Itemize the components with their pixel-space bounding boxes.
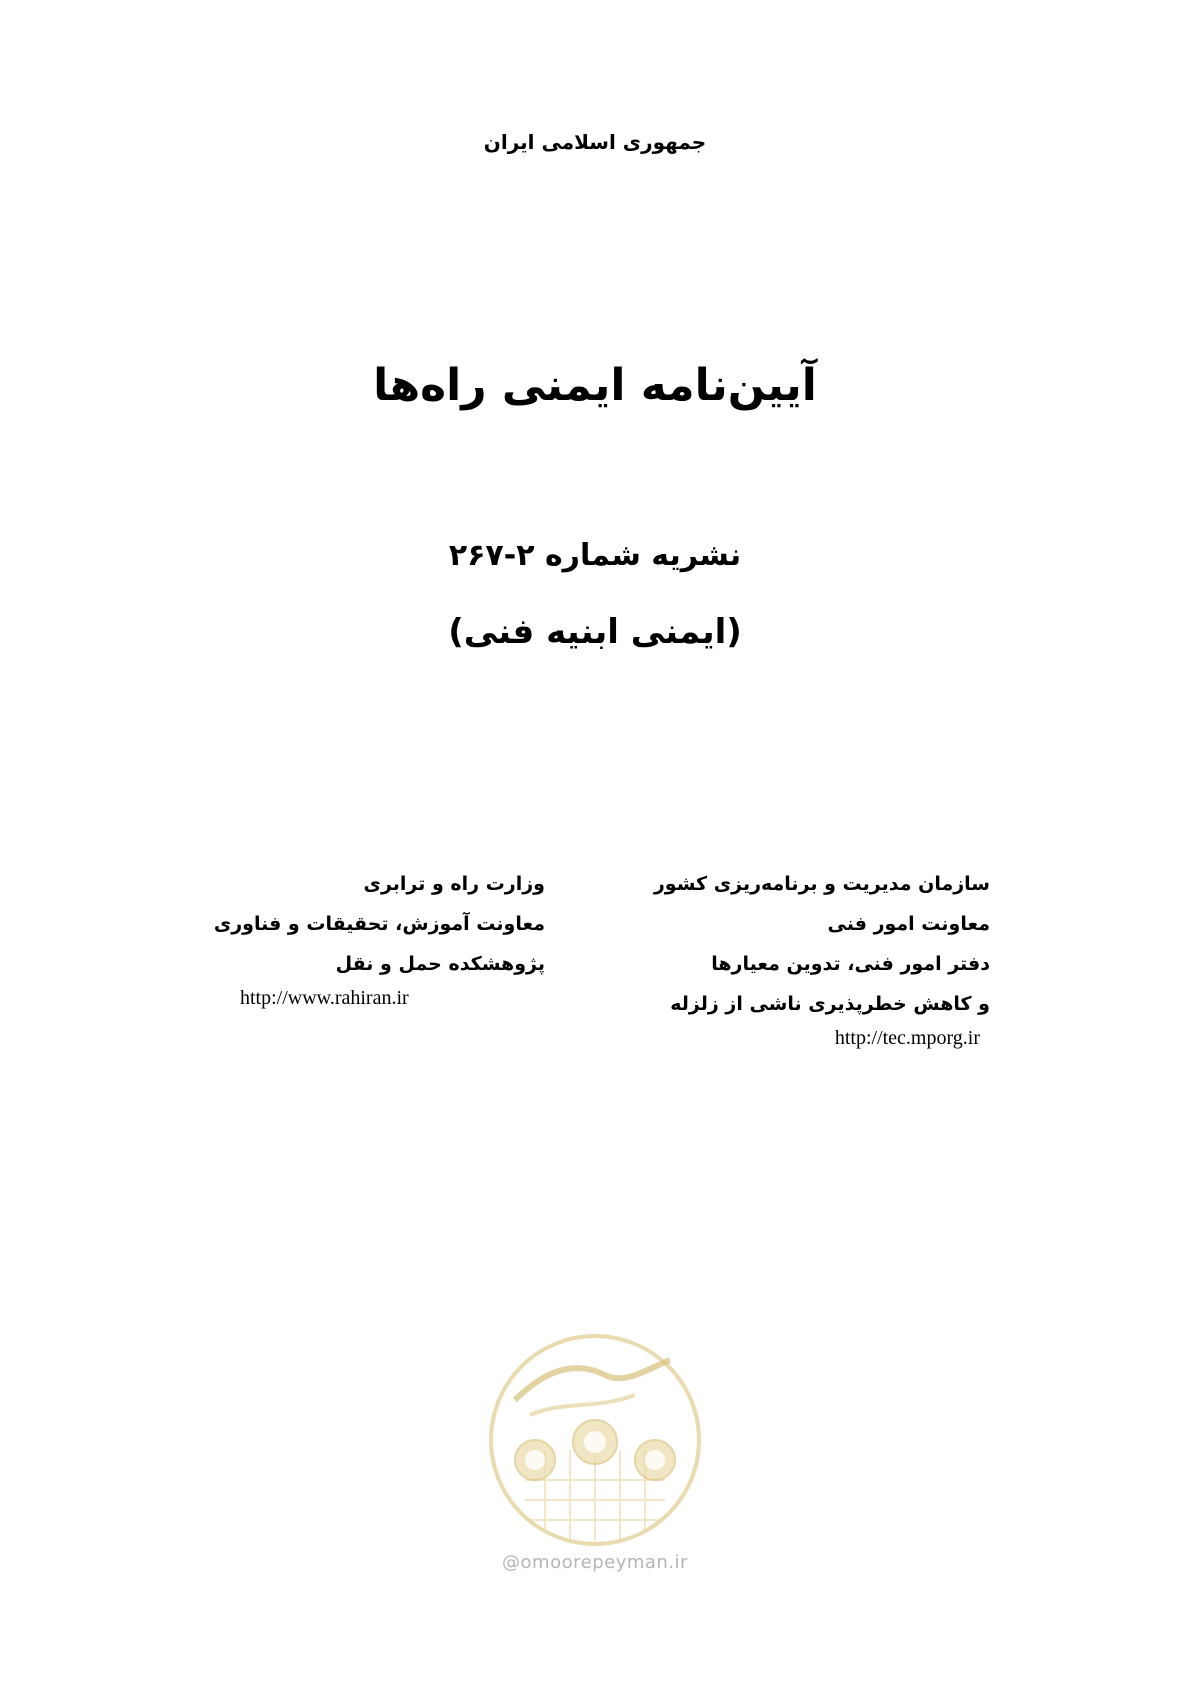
- country-name: جمهوری اسلامی ایران: [483, 130, 707, 154]
- publication-subtitle: (ایمنی ابنیه فنی): [448, 612, 742, 652]
- org-line: معاونت امور فنی: [827, 913, 990, 935]
- org-line: و کاهش خطرپذیری ناشی از زلزله: [670, 993, 990, 1015]
- watermark-logo-icon: [485, 1330, 705, 1550]
- org-line: سازمان مدیریت و برنامه‌ریزی کشور: [653, 873, 990, 895]
- watermark-caption: @omoorepeyman.ir: [502, 1552, 688, 1573]
- document-title: آیین‌نامه ایمنی راه‌ها: [373, 360, 817, 411]
- org-line: معاونت آموزش، تحقیقات و فناوری: [213, 913, 545, 935]
- org-line: وزارت راه و ترابری: [363, 873, 545, 895]
- organization-rahiran: [215, 864, 545, 1012]
- org-website-link[interactable]: http://tec.mporg.ir: [834, 1027, 980, 1049]
- org-line: پژوهشکده حمل و نقل: [335, 953, 545, 975]
- publication-number: نشریه شماره ۲-۲۶۷: [448, 538, 742, 573]
- org-line: دفتر امور فنی، تدوین معیارها: [711, 953, 990, 975]
- org-website-link[interactable]: http://www.rahiran.ir: [240, 987, 409, 1009]
- organization-mporg: [653, 864, 990, 1052]
